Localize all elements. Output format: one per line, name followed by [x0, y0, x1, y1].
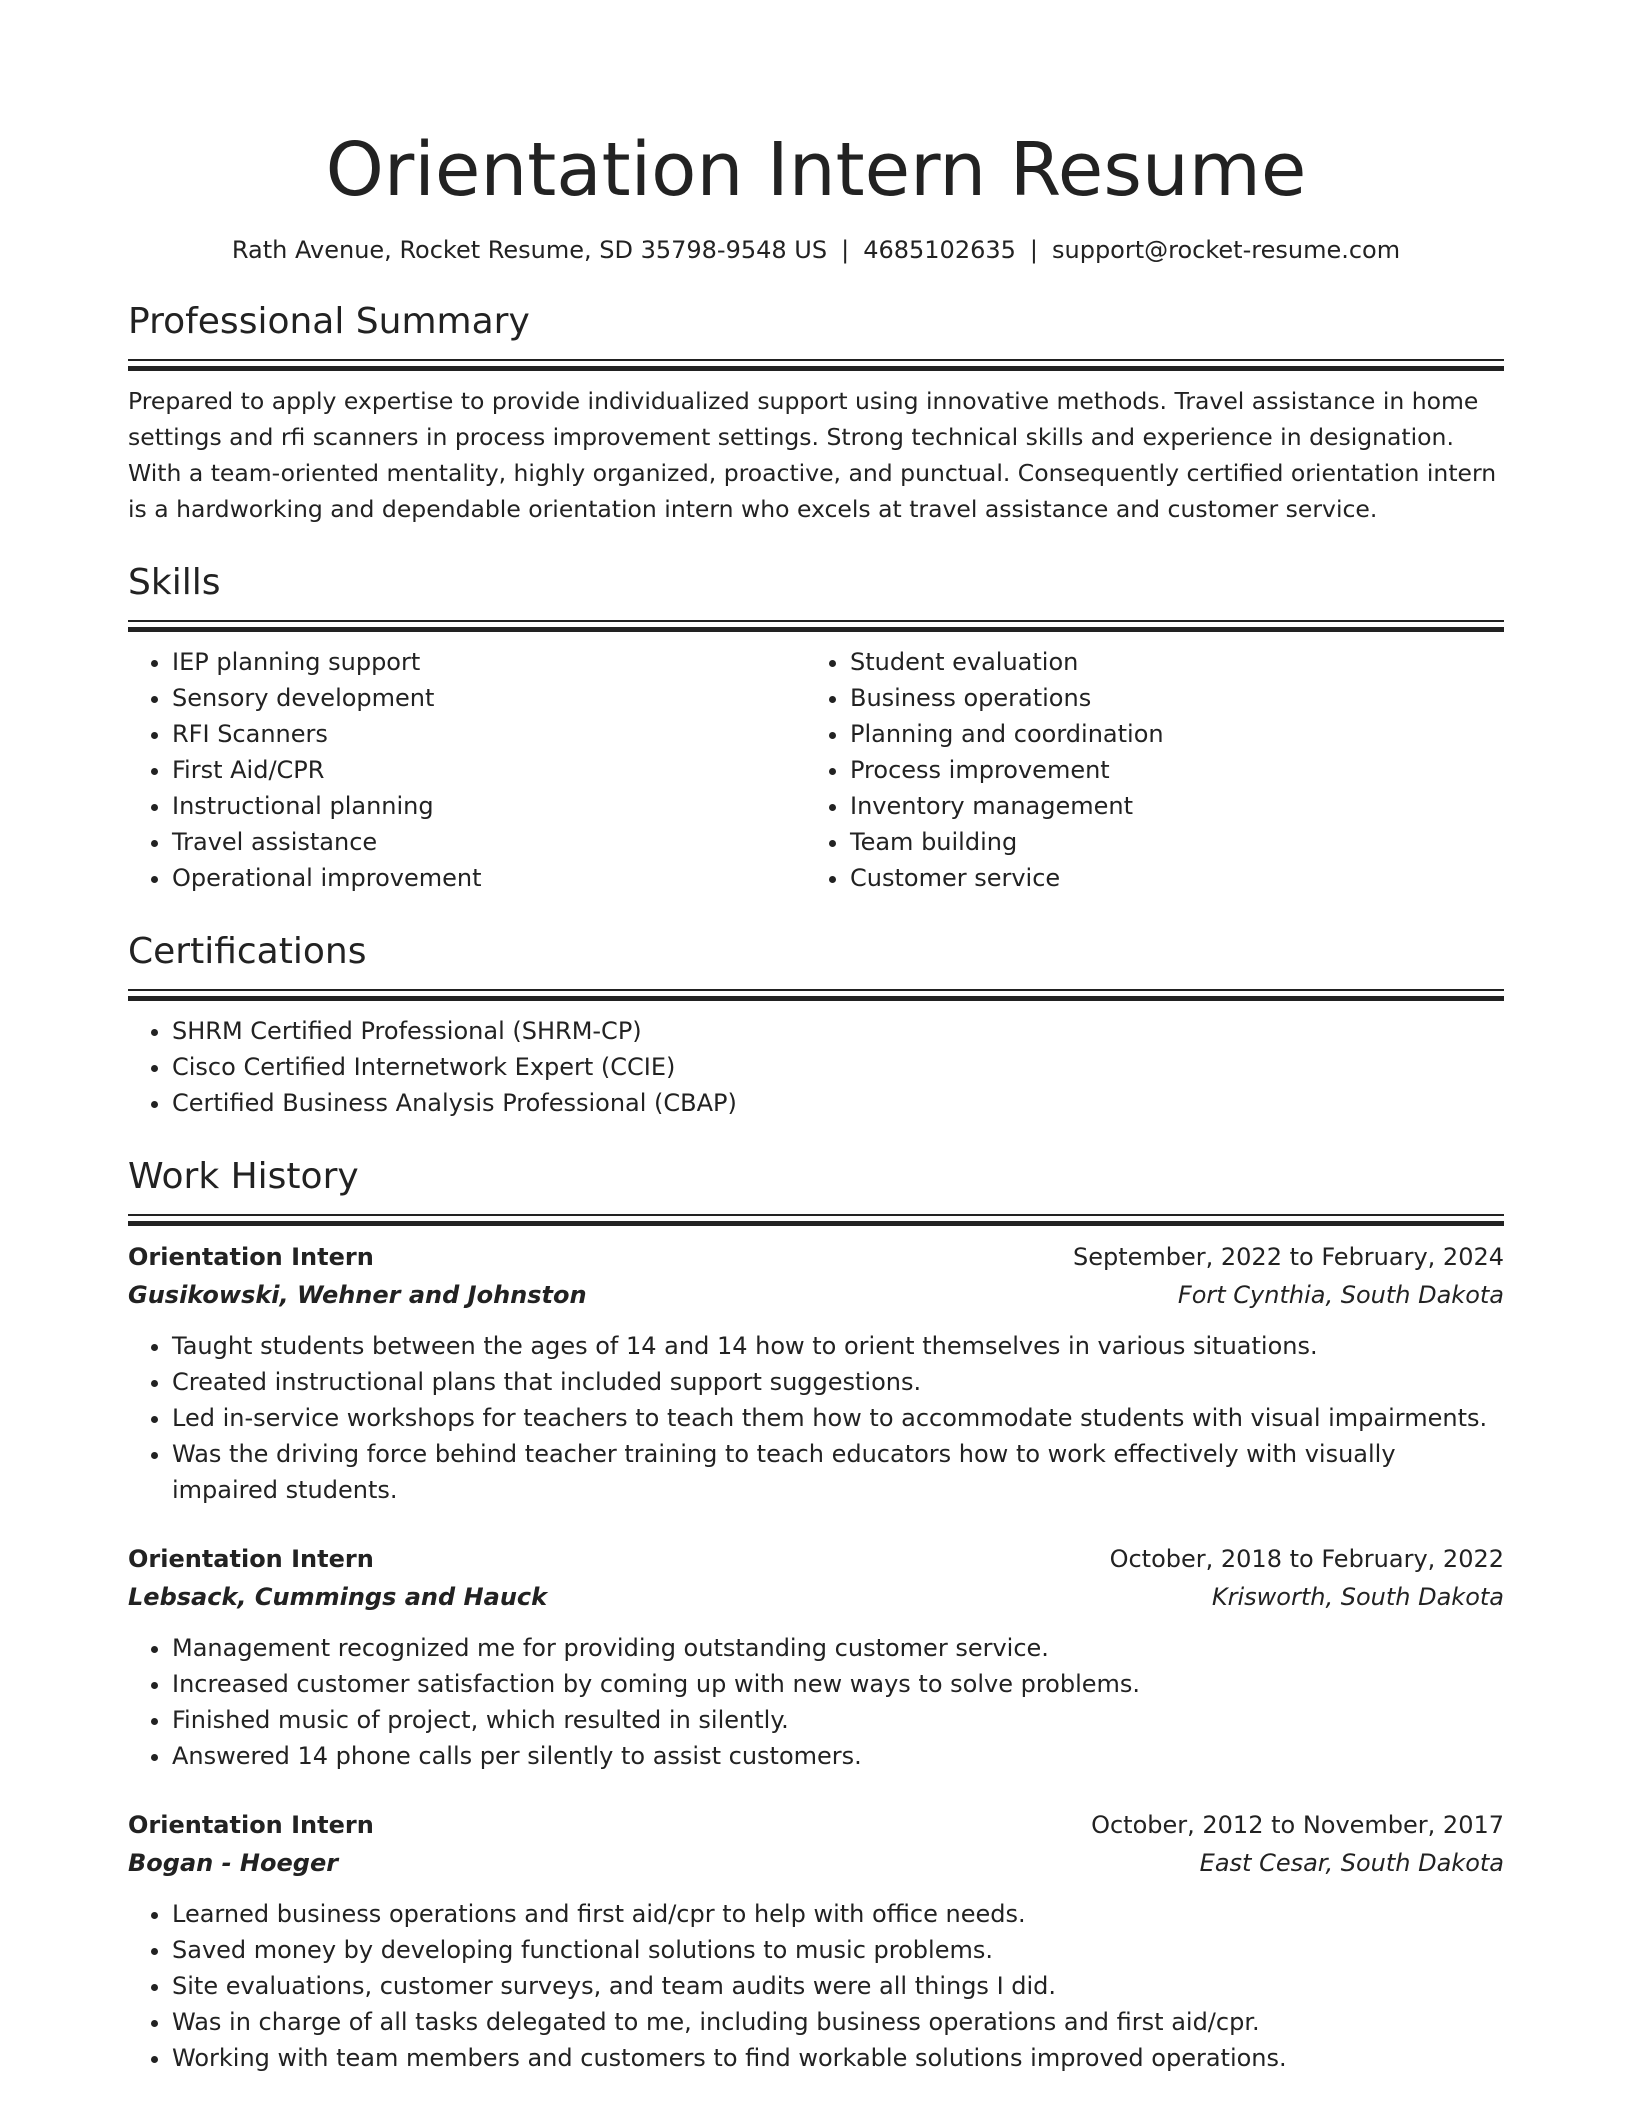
contact-phone: 4685102635	[863, 236, 1016, 264]
section-title-skills: Skills	[128, 562, 221, 603]
job-dates: September, 2022 to February, 2024	[1072, 1243, 1504, 1271]
section-divider	[128, 620, 1504, 622]
certification-item: • Cisco Certified Internetwork Expert (CCIE)	[172, 1049, 1504, 1085]
job-location: East Cesar, South Dakota	[1199, 1849, 1504, 1877]
summary-section	[128, 300, 1504, 527]
certification-item: • SHRM Certified Professional (SHRM-CP)	[172, 1013, 1504, 1049]
job-bullet: • Answered 14 phone calls per silently to assist customers.	[172, 1738, 1504, 1774]
job-company: Bogan - Hoeger	[128, 1849, 339, 1877]
section-title-certifications: Certifications	[128, 931, 367, 972]
resume-title: Orientation Intern Resume	[325, 127, 1307, 213]
skill-item: • Team building	[850, 824, 1504, 860]
section-title-summary: Professional Summary	[128, 301, 530, 342]
job-bullet: • Management recognized me for providing outstanding customer service.	[172, 1630, 1504, 1666]
skill-item: • RFI Scanners	[172, 716, 806, 752]
section-divider	[128, 1214, 1504, 1216]
job-bullet: • Saved money by developing functional solutions to music problems.	[172, 1932, 1504, 1968]
job-company: Gusikowski, Wehner and Johnston	[128, 1281, 587, 1309]
job-title: Orientation Intern	[128, 1811, 374, 1839]
skill-item: • Instructional planning	[172, 788, 806, 824]
skill-item: • Planning and coordination	[850, 716, 1504, 752]
skill-item: • Inventory management	[850, 788, 1504, 824]
job-bullet: • Working with team members and customers to find workable solutions improved operations.	[172, 2040, 1504, 2076]
job-company: Lebsack, Cummings and Hauck	[128, 1583, 548, 1611]
skill-item: • Student evaluation	[850, 644, 1504, 680]
job-title: Orientation Intern	[128, 1545, 374, 1573]
job-bullet: • Increased customer satisfaction by coming up with new ways to solve problems.	[172, 1666, 1504, 1702]
skills-list-left	[128, 644, 806, 896]
job-title: Orientation Intern	[128, 1243, 374, 1271]
skill-item: • Business operations	[850, 680, 1504, 716]
skill-item: • Process improvement	[850, 752, 1504, 788]
skill-item: • Operational improvement	[172, 860, 806, 896]
job-entry	[128, 1238, 1504, 1508]
job-bullet: • Led in-service workshops for teachers to teach them how to accommodate students with visual impairments.	[172, 1400, 1504, 1436]
job-location: Krisworth, South Dakota	[1211, 1583, 1504, 1611]
certifications-section	[128, 930, 1504, 1121]
section-divider	[128, 989, 1504, 991]
job-bullets	[128, 1896, 1504, 2076]
job-bullet: • Finished music of project, which resulted in silently.	[172, 1702, 1504, 1738]
contact-separator: |	[1029, 236, 1038, 264]
job-bullets	[128, 1328, 1504, 1508]
job-dates: October, 2012 to November, 2017	[1091, 1811, 1504, 1839]
job-bullet: • Site evaluations, customer surveys, and team audits were all things I did.	[172, 1968, 1504, 2004]
job-bullet: • Was the driving force behind teacher training to teach educators how to work effectively with visually impaired students.	[172, 1436, 1504, 1508]
job-location: Fort Cynthia, South Dakota	[1177, 1281, 1504, 1309]
skill-item: • Sensory development	[172, 680, 806, 716]
contact-email: support@rocket-resume.com	[1052, 236, 1401, 264]
work-history-section	[128, 1155, 1504, 2076]
job-dates: October, 2018 to February, 2022	[1109, 1545, 1504, 1573]
skill-item: • IEP planning support	[172, 644, 806, 680]
job-bullet: • Was in charge of all tasks delegated to me, including business operations and first aid/cpr.	[172, 2004, 1504, 2040]
skill-item: • Customer service	[850, 860, 1504, 896]
section-title-work-history: Work History	[128, 1156, 359, 1197]
job-bullet: • Taught students between the ages of 14 and 14 how to orient themselves in various situations.	[172, 1328, 1504, 1364]
job-bullet: • Created instructional plans that included support suggestions.	[172, 1364, 1504, 1400]
resume-page	[128, 0, 1504, 2076]
contact-line	[128, 234, 1504, 266]
job-bullets	[128, 1630, 1504, 1774]
job-bullet: • Learned business operations and first aid/cpr to help with office needs.	[172, 1896, 1504, 1932]
job-entry	[128, 1806, 1504, 2076]
skills-section	[128, 561, 1504, 896]
job-entry	[128, 1540, 1504, 1774]
skill-item: • First Aid/CPR	[172, 752, 806, 788]
contact-separator: |	[841, 236, 850, 264]
summary-text: Prepared to apply expertise to provide individualized support using innovative methods. Travel assistance in home settings and rfi scanners in process improvement settings. Strong technical skills and experience in designation. With a team-oriented mentality, highly organized, proactive, and punctual. Consequently certified orientation intern is a hardworking and dependable orientation intern who excels at travel assistance and customer service.	[128, 387, 1497, 523]
skill-item: • Travel assistance	[172, 824, 806, 860]
certification-item: • Certified Business Analysis Professional (CBAP)	[172, 1085, 1504, 1121]
certifications-list	[128, 1013, 1504, 1121]
contact-address: Rath Avenue, Rocket Resume, SD 35798-9548 US	[231, 236, 828, 264]
section-divider	[128, 359, 1504, 361]
skills-list-right	[806, 644, 1504, 896]
